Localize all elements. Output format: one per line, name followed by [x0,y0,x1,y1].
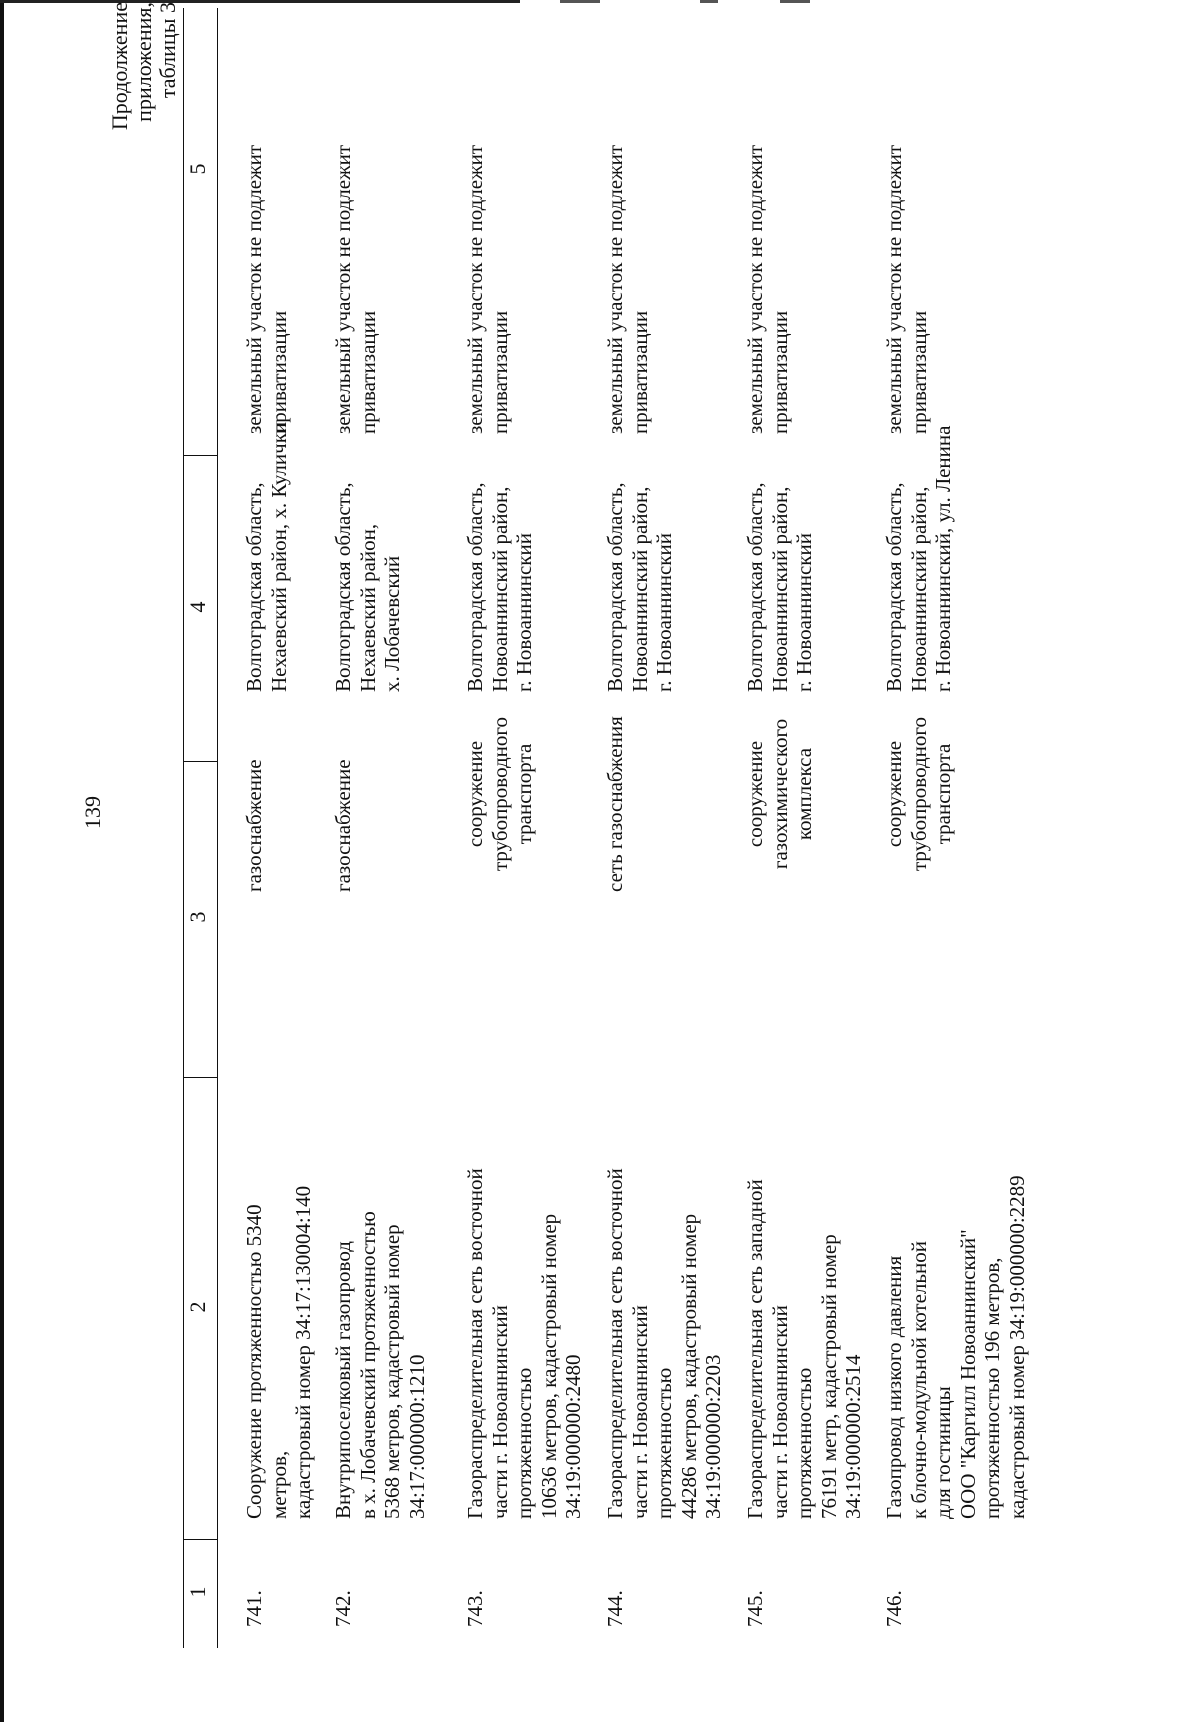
table-top-border [183,8,184,1648]
object-description-line: 34:17:000000:1210 [404,1354,429,1519]
row-number: 745. [743,1590,767,1627]
column-divider [183,455,217,456]
object-description-line: кадастровый номер 34:19:000000:2289 [1004,1175,1029,1519]
object-description-line: 44286 метров, кадастровый номер [676,1213,701,1519]
object-address-line: г. Новоаннинский [512,533,536,692]
object-address-line: Новоаннинский район, [906,486,931,692]
object-address-line: Новоаннинский район, [767,486,792,692]
object-description-line: 34:19:000000:2480 [561,1354,585,1519]
object-description [242,1164,316,1519]
privatization-status [603,14,652,434]
object-address-line: Волгоградская область, [603,482,627,692]
privatization-status [882,14,931,434]
object-type-line: транспорта [931,743,955,845]
column-header-5: 5 [185,163,210,175]
object-description-line: Газораспределительная сеть восточной [463,1168,487,1519]
object-address-line: Волгоградская область, [242,482,266,692]
column-header-1: 1 [185,1586,210,1598]
object-description-line: Газораспределительная сеть восточной [603,1168,627,1519]
privatization-status [331,14,380,434]
column-header-4: 4 [185,601,210,613]
page-number: 139 [80,796,105,829]
object-description [882,1164,1029,1519]
row-number: 742. [331,1590,355,1627]
object-description [331,1164,429,1519]
privatization-status-line: приватизации [627,310,652,434]
object-type [882,714,956,874]
object-description-line: Сооружение протяженностью 5340 метров, [242,1204,291,1519]
object-address-line: Новоаннинский район, [487,486,512,692]
object-description-line: кадастровый номер 34:17:130004:140 [291,1185,315,1519]
object-type-line: трубопроводного [487,717,512,871]
object-description [603,1164,726,1519]
object-address-line: х. Лобачевский [380,555,404,692]
object-address-line: Волгоградская область, [743,482,767,692]
object-type-line: трубопроводного [906,717,931,871]
object-description-line: для гостиницы [931,1386,955,1519]
object-description-line: 10636 метров, кадастровый номер [536,1213,561,1519]
privatization-status-line: земельный участок не подлежит [242,144,266,434]
privatization-status-line: земельный участок не подлежит [331,144,355,434]
table-header-border [217,8,218,1648]
column-divider [183,761,217,762]
row-number: 741. [242,1590,266,1627]
object-address-line: Волгоградская область, [463,482,487,692]
row-number: 743. [463,1590,487,1627]
object-description-line: 5368 метров, кадастровый номер [380,1224,404,1519]
object-address-line: Волгоградская область, [331,482,355,692]
object-type-line: газохимического [767,718,792,870]
object-type-line: сооружение [882,740,906,848]
object-address-line: г. Новоаннинский, ул. Ленина [931,425,955,692]
object-description-line: части г. Новоаннинский протяженностью [627,1305,676,1519]
object-description-line: 76191 метр, кадастровый номер [816,1234,841,1519]
object-type [603,702,628,892]
object-type [743,714,817,874]
privatization-status-line: земельный участок не подлежит [882,144,906,434]
column-divider [183,1077,217,1078]
object-description [743,1164,866,1519]
object-description-line: части г. Новоаннинский протяженностью [767,1305,816,1519]
object-description-line: к блочно-модульной котельной [906,1241,931,1519]
object-type-line: сооружение [743,740,767,848]
object-address-line: г. Новоаннинский [792,533,816,692]
object-type-line: транспорта [512,743,536,845]
privatization-status-line: приватизации [906,310,931,434]
object-type [242,702,267,892]
object-type-line: сеть газоснабжения [603,716,627,892]
object-type [331,702,356,892]
object-description-line: 34:19:000000:2514 [841,1354,865,1519]
object-address-line: г. Новоаннинский [652,533,676,692]
row-number: 744. [603,1590,627,1627]
privatization-status-line: приватизации [487,310,512,434]
privatization-status-line: приватизации [266,310,291,434]
continuation-line: Продолжение приложения, [107,2,156,131]
object-type [463,714,537,874]
object-type-line: сооружение [463,740,487,848]
privatization-status-line: земельный участок не подлежит [603,144,627,434]
object-address-line: Нехаевский район, [355,523,380,692]
privatization-status [743,14,792,434]
privatization-status-line: приватизации [767,310,792,434]
privatization-status-line: приватизации [355,310,380,434]
object-description-line: Газораспределительная сеть западной [743,1179,767,1519]
column-header-2: 2 [185,1301,210,1313]
object-description-line: Газопровод низкого давления [882,1255,906,1519]
object-description-line: в х. Лобачевский протяженностью [355,1211,380,1519]
privatization-status [242,14,291,434]
object-type-line: газоснабжение [331,759,355,892]
object-description [463,1164,586,1519]
object-address-line: Нехаевский район, х. Кулички [266,421,291,692]
continuation-line: таблицы 3 [155,2,180,99]
privatization-status-line: земельный участок не подлежит [743,144,767,434]
privatization-status [463,14,512,434]
column-divider [183,1539,217,1540]
object-type-line: газоснабжение [242,759,266,892]
object-description-line: 34:19:000000:2203 [701,1354,725,1519]
object-description-line: части г. Новоаннинский протяженностью [487,1305,536,1519]
column-header-3: 3 [185,911,210,923]
object-address-line: Новоаннинский район, [627,486,652,692]
continuation-note [108,2,180,202]
object-description-line: ООО "Каргилл Новоаннинский" [955,1229,980,1519]
object-description-line: Внутрипоселковый газопровод [331,1241,355,1519]
row-number: 746. [882,1590,906,1627]
object-type-line: комплекса [792,747,816,841]
object-address-line: Волгоградская область, [882,482,906,692]
object-description-line: протяженностью 196 метров, [980,1257,1004,1519]
privatization-status-line: земельный участок не подлежит [463,144,487,434]
